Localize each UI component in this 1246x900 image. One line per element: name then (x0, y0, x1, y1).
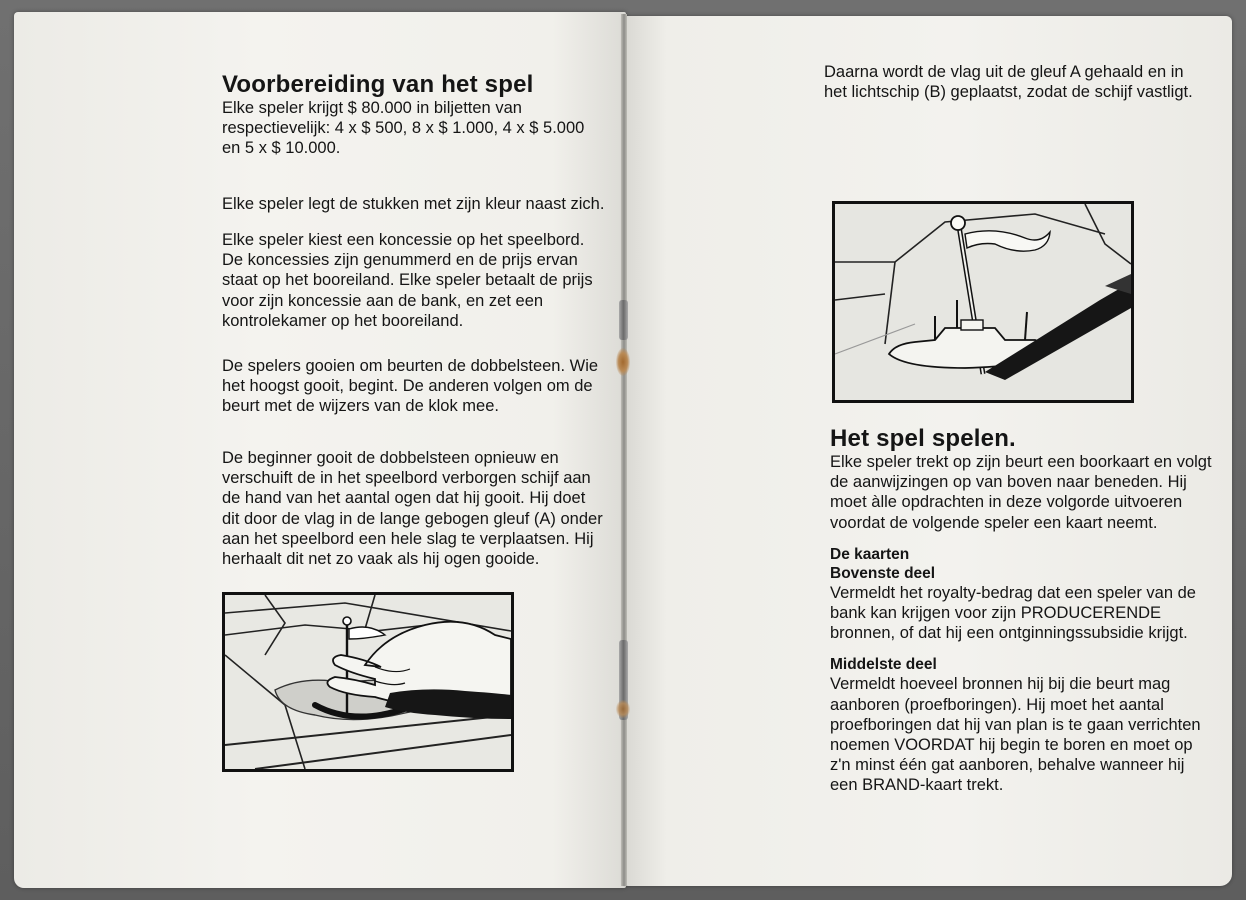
paragraph-concession: Elke speler kiest een koncessie op het speelbord. De koncessies zijn genummerd en de prijs ervan staat op het booreiland. Elke speler betaalt de prijs voor zijn koncessie aan de bank, en zet een kontrolekamer op het booreiland. (222, 231, 593, 330)
illustration-hand-moving-flag (222, 592, 514, 772)
paragraph-top-section: Vermeldt het royalty-bedrag dat een speler van de bank kan krijgen voor zijn PRODUCERENDE bronnen, of dat hij een ontginningssubsidie krijgt. (830, 583, 1196, 643)
paragraph-dice: De spelers gooien om beurten de dobbelsteen. Wie het hoogst gooit, begint. De anderen volgen om de beurt met de wijzers van de klok mee. (222, 357, 599, 416)
illustration-lightship-flag (832, 201, 1134, 403)
paragraph-beginner: De beginner gooit de dobbelsteen opnieuw en verschuift de in het speelbord verborgen schijf aan de hand van het aantal ogen dat hij gooit. Hij doet dit door de vlag in de lange gebogen gleuf (A) onder aan het speelbord een hele slag te verplaatsen. Hij herhaalt dit net zo vaak als hij ogen gooide. (222, 449, 603, 569)
paragraph-middle-section: Vermeldt hoeveel bronnen hij bij die beurt mag aanboren (proefboringen). Hij moet het aantal proefboringen dat hij van plan is te gaan verrichten noemen VOORDAT hij begin te boren en moet op z'n minst één gat aanboren, behalve wanneer hij een BRAND-kaart trekt. (830, 675, 1201, 795)
booklet-spine (621, 14, 627, 886)
rust-stain (616, 348, 630, 376)
right-page (624, 16, 1232, 886)
paragraph-pieces: Elke speler legt de stukken met zijn kleur naast zich. (222, 195, 605, 213)
paragraph-pieces-block (222, 194, 607, 214)
paragraph-dice-block (222, 356, 607, 417)
right-page-title: Het spel spelen. (830, 425, 1016, 452)
paragraph-concession-block (222, 230, 607, 331)
top-section-heading: Bovenste deel (830, 564, 936, 582)
paragraph-lightship-block (824, 62, 1209, 102)
right-main-section (830, 426, 1215, 796)
rust-stain-lower (616, 700, 630, 718)
left-page (14, 12, 626, 888)
cards-heading: De kaarten (830, 545, 910, 563)
left-page-title: Voorbereiding van het spel (222, 71, 534, 98)
paragraph-lightship: Daarna wordt de vlag uit de gleuf A gehaald en in het lichtschip (B) geplaatst, zodat de schijf vastligt. (824, 63, 1193, 102)
paragraph-money: Elke speler krijgt $ 80.000 in biljetten van respectievelijk: 4 x $ 500, 8 x $ 1.000, 4 x $ 5.000 en 5 x $ 10.000. (222, 99, 585, 158)
paragraph-play: Elke speler trekt op zijn beurt een boorkaart en volgt de aanwijzingen op van boven naar beneden. Hij moet àlle opdrachten in deze volgorde uitvoeren voordat de volgende speler een kaart neemt. (830, 453, 1212, 532)
left-intro (222, 72, 607, 159)
middle-section-heading: Middelste deel (830, 656, 937, 674)
staple-top (619, 300, 628, 340)
paragraph-beginner-block (222, 448, 607, 569)
